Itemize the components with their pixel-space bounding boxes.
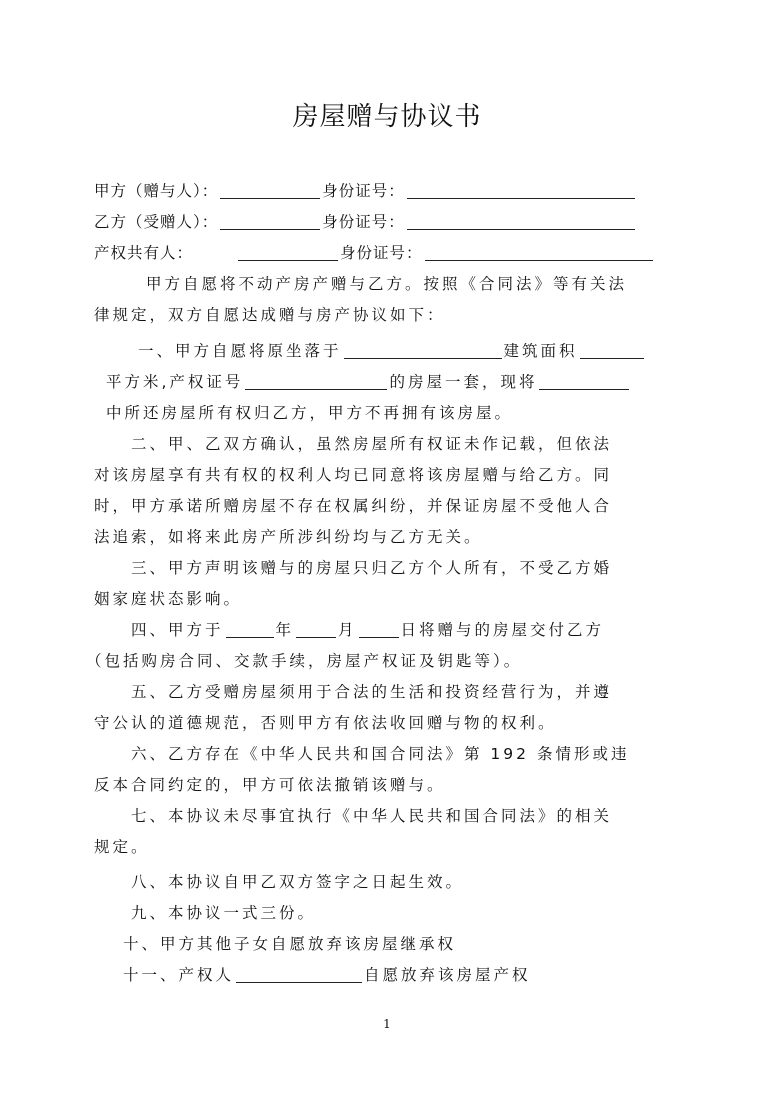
co-owner-name-blank[interactable] [238,244,338,261]
clause-10: 十、甲方其他子女自愿放弃该房屋继承权 [123,935,457,953]
donee-label: 乙方（受赠人）： [94,213,219,231]
clause-4-line-2: （包括购房合同、交款手续，房屋产权证及钥匙等）。 [86,652,523,670]
donor-id-label: 身份证号： [322,182,405,200]
clause-8: 八、本协议自甲乙双方签字之日起生效。 [131,873,465,891]
year-label: 年 [275,621,295,639]
month-label: 月 [338,621,357,639]
donee-id-label: 身份证号： [322,213,405,231]
share-blank[interactable] [539,373,629,390]
donee-id-blank[interactable] [407,213,635,230]
clause-1-location-label: 一、甲方自愿将原坐落于 [138,342,342,360]
document-title: 房屋赠与协议书 [292,102,482,132]
donee-name-blank[interactable] [220,213,320,230]
area-blank[interactable] [580,342,644,359]
co-owner-label: 产权共有人： [94,244,194,262]
day-label: 日将赠与的房屋交付乙方 [400,621,605,639]
clause-1-cert-label: 平方米,产权证号 [106,373,244,391]
clause-5-line-2: 守公认的道德规范，否则甲方有依法收回赠与物的权利。 [94,714,557,732]
clause-2-line-2: 对该房屋享有共有权的权利人均已同意将该房屋赠与给乙方。同 [94,466,613,484]
co-owner-id-label: 身份证号： [340,244,423,262]
clause-1-line-1 [138,341,646,361]
clause-2-line-1: 二、甲、乙双方确认，虽然房屋所有权证未作记载，但依法 [131,435,613,453]
clause-1-line-2 [106,372,631,392]
clause-6-line-1: 六、乙方存在《中华人民共和国合同法》第 192 条情形或违 [131,745,630,763]
clause-4-line-1 [131,620,604,640]
clause-5-line-1: 五、乙方受赠房屋须用于合法的生活和投资经营行为，并遵 [131,683,613,701]
donee-row [94,212,637,232]
intro-line-2: 律规定，双方自愿达成赠与房产协议如下： [94,306,446,324]
day-blank[interactable] [359,621,399,638]
clause-3-line-1: 三、甲方声明该赠与的房屋只归乙方个人所有，不受乙方婚 [131,559,613,577]
clause-2-line-3: 时，甲方承诺所赠房屋不存在权属纠纷，并保证房屋不受他人合 [94,497,613,515]
donor-name-blank[interactable] [220,182,320,199]
clause-6-line-2: 反本合同约定的，甲方可依法撤销该赠与。 [94,776,446,794]
page-number: 1 [383,1017,391,1031]
intro-line-1: 甲方自愿将不动产房产赠与乙方。按照《合同法》等有关法 [146,275,628,293]
clause-11-label: 十一、产权人 [123,966,235,984]
clause-11-tail: 自愿放弃该房屋产权 [364,966,531,984]
month-blank[interactable] [296,621,336,638]
clause-1-line-3: 中所还房屋所有权归乙方，甲方不再拥有该房屋。 [106,404,514,422]
donor-label: 甲方（赠与人）： [94,182,219,200]
donor-id-blank[interactable] [407,182,635,199]
clause-7-line-2: 规定。 [94,838,150,856]
year-blank[interactable] [226,621,274,638]
clause-1-house-label: 的房屋一套，现将 [389,373,538,391]
co-owner-id-blank[interactable] [425,244,653,261]
cert-number-blank[interactable] [245,373,387,390]
clause-4-label: 四、甲方于 [131,621,224,639]
clause-9: 九、本协议一式三份。 [131,904,317,922]
donor-row [94,181,637,201]
location-blank[interactable] [344,342,502,359]
clause-11 [123,965,531,985]
owner-name-blank[interactable] [236,966,362,983]
clause-1-area-label: 建筑面积 [503,342,578,360]
clause-3-line-2: 姻家庭状态影响。 [94,590,243,608]
co-owner-row [94,243,655,263]
clause-2-line-4: 法追索，如将来此房产所涉纠纷均与乙方无关。 [94,528,483,546]
clause-7-line-1: 七、本协议未尽事宜执行《中华人民共和国合同法》的相关 [131,807,613,825]
